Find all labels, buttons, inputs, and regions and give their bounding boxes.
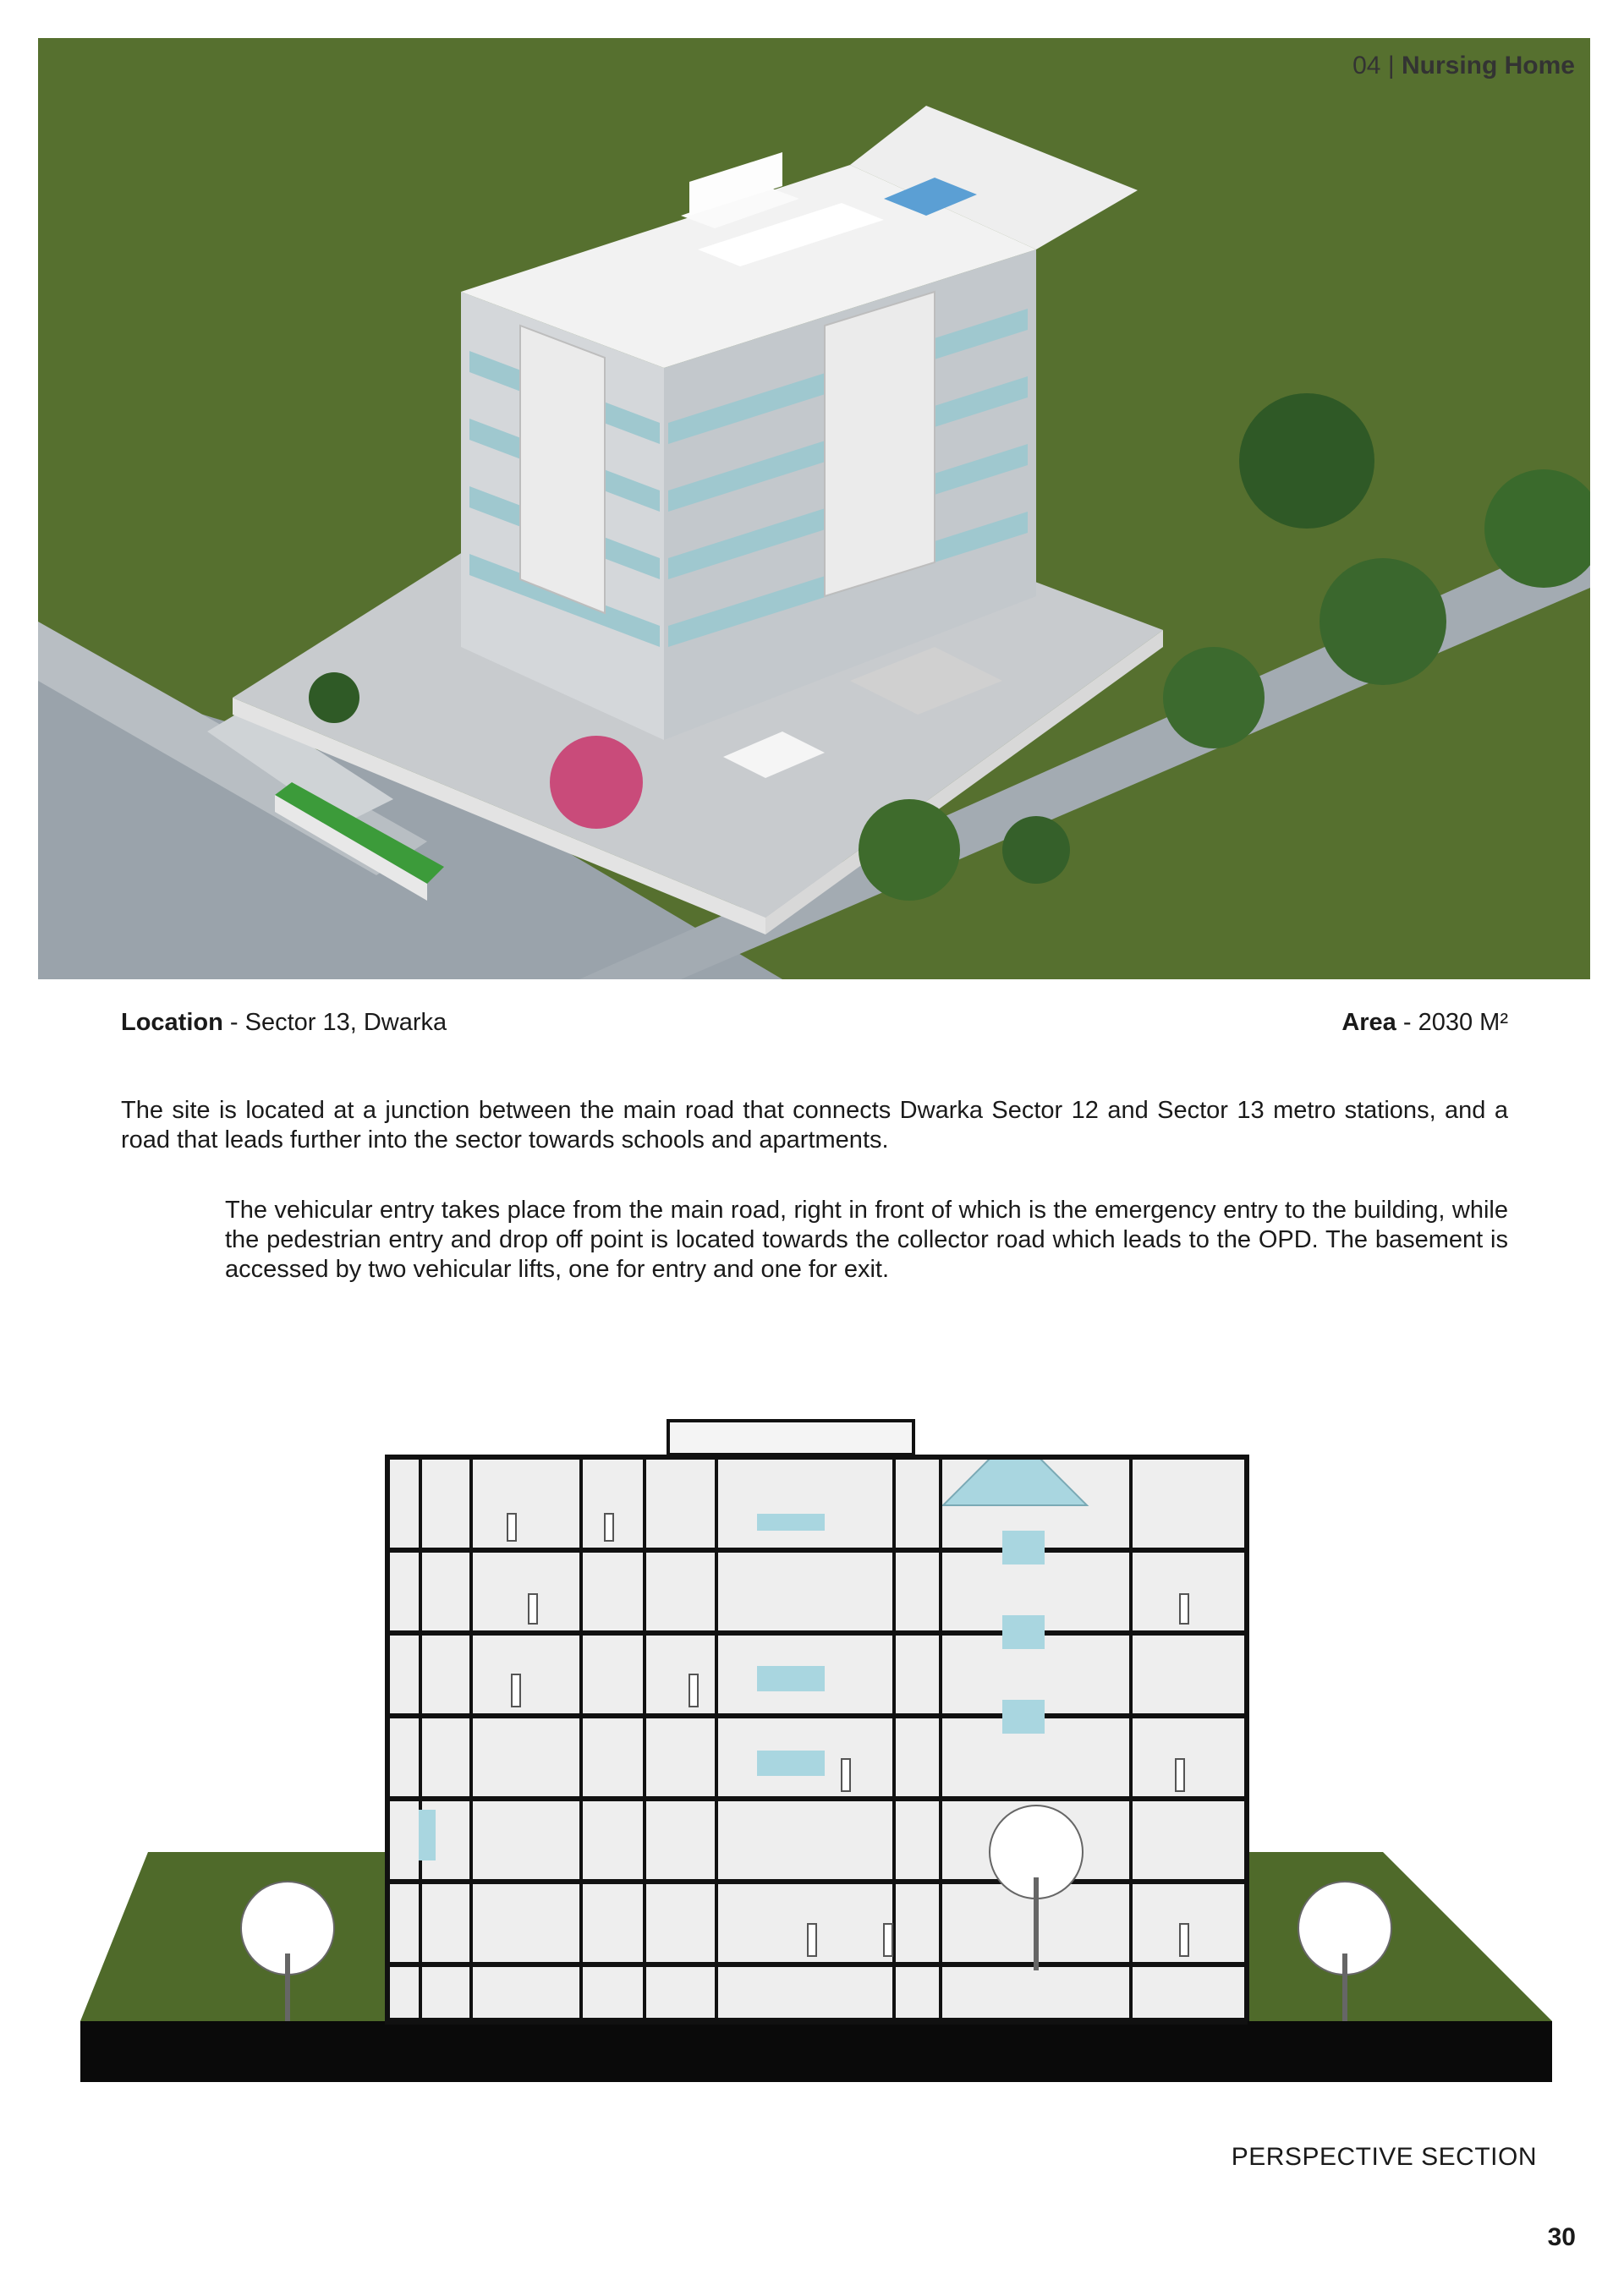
location-value: - Sector 13, Dwarka (222, 1009, 447, 1036)
project-number: 04 (1352, 52, 1381, 79)
area-label: Area (1341, 1009, 1396, 1036)
header-separator: | (1387, 52, 1395, 79)
location-label: Location (121, 1009, 223, 1036)
section-illustration (80, 1412, 1552, 2089)
aerial-render (38, 38, 1590, 979)
project-title: Nursing Home (1401, 52, 1575, 79)
page-number: 30 (1547, 2223, 1576, 2251)
building-render-illustration (38, 38, 1590, 979)
area-info (1341, 1009, 1508, 1037)
entry-description: The vehicular entry takes place from the main road, right in front of which is the emergency entry to the building, while the pedestrian entry and drop off point is located towards the collector road which leads to the OPD. The basement is accessed by two vehicular lifts, one for entry and one for exit. (225, 1197, 1508, 1283)
project-header (1352, 52, 1575, 80)
location-info (121, 1009, 447, 1037)
section-caption: PERSPECTIVE SECTION (1231, 2143, 1537, 2171)
area-value: - 2030 M² (1396, 1009, 1508, 1036)
site-description: The site is located at a junction between the main road that connects Dwarka Sector 12 and Sector 13 metro stations, and a road that leads further into the sector towards schools and apartments. (121, 1097, 1508, 1153)
perspective-section-drawing (80, 1412, 1552, 2089)
